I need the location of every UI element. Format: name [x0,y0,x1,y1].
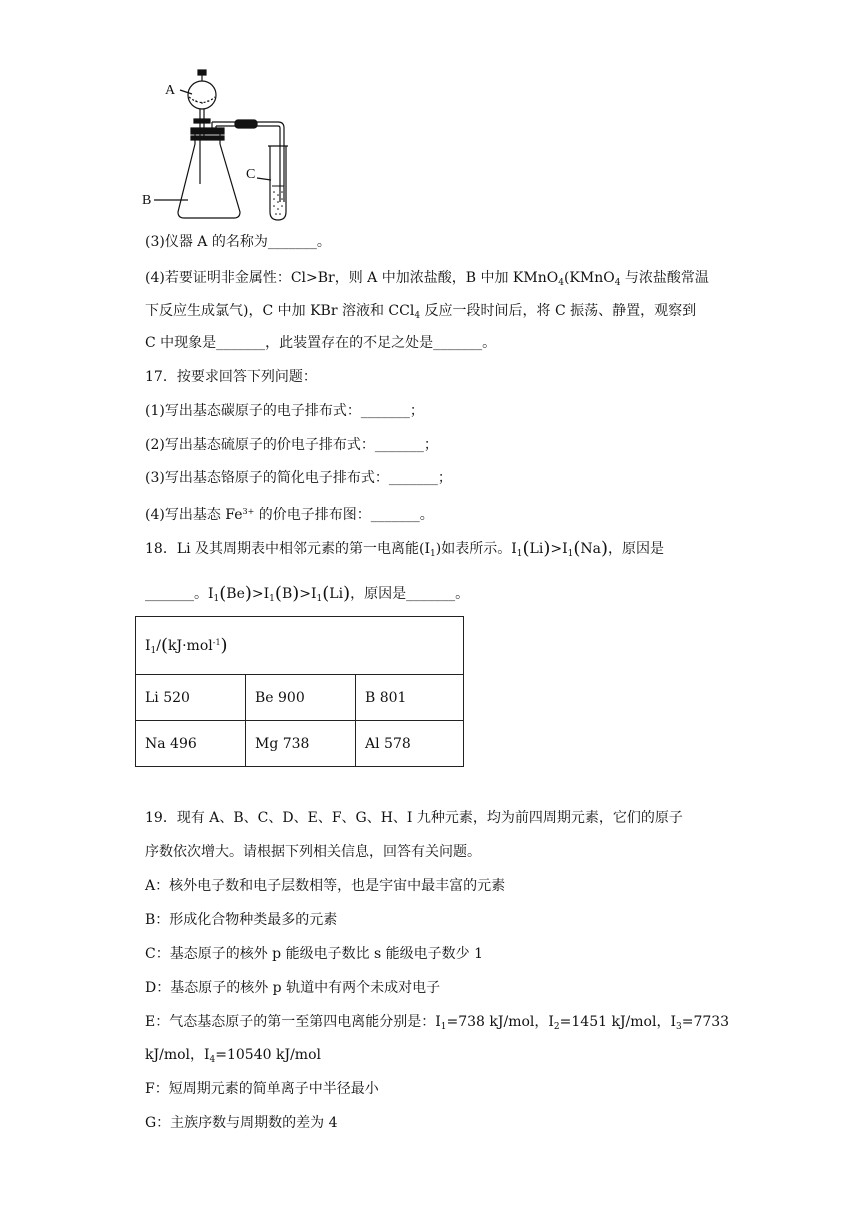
ionization-energy-table [135,616,464,767]
q19-item-d: D：基态原子的核外 p 轨道中有两个未成对电子 [145,980,441,996]
table-cell: Na 496 [136,721,246,767]
q16-part4-line1: (4)若要证明非金属性：Cl>Br，则 A 中加浓盐酸，B 中加 KMnO$_4$(KMnO$_4$ 与浓盐酸常温 [145,270,709,288]
figure-label-c: C [246,167,256,182]
q19-item-b: B：形成化合物种类最多的元素 [145,912,338,928]
q17-title: 17．按要求回答下列问题： [145,369,317,385]
table-header-row [136,617,464,675]
table-row [136,675,464,721]
q19-item-g: G：主族序数与周期数的差为 4 [145,1115,338,1131]
q19-item-e-line2: kJ/mol，$I_4=10540$ kJ/mol [145,1047,321,1065]
q17-part3: (3)写出基态铬原子的简化电子排布式：_______； [145,470,452,486]
q17-part1: (1)写出基态碳原子的电子排布式：_______； [145,403,424,419]
q16-part4-line2: 下反应生成氯气)，C 中加 KBr 溶液和 CCl$_4$ 反应一段时间后，将 C 振荡、静置，观察到 [145,303,697,321]
q19-item-e-line1: E：气态基态原子的第一至第四电离能分别是：$I_1=738$ kJ/mol，$I_2=1451$ kJ/mol，$I_3=7733$ [145,1014,730,1032]
q16-part3: (3)仪器 A 的名称为_______。 [145,234,331,250]
table-cell: Li 520 [136,675,246,721]
q18-line2: _______。$I_1(Be)>I_1(B)>I_1(Li)$，原因是_______。 [145,583,470,604]
q19-item-f: F：短周期元素的简单离子中半径最小 [145,1081,379,1097]
figure-label-a: A [165,83,176,98]
table-cell: Al 578 [356,721,464,767]
table-row [136,721,464,767]
table-header-cell: $I_1/(kJ\cdot mol^{-1})$ [136,617,464,675]
q19-item-c: C：基态原子的核外 p 能级电子数比 s 能级电子数少 1 [145,946,484,962]
q17-part4: (4)写出基态 $Fe^{3+}$ 的价电子排布图：_______。 [145,507,434,523]
table-cell: Be 900 [246,675,356,721]
apparatus-figure [140,64,310,224]
q18-line1: 18．Li 及其周期表中相邻元素的第一电离能$(I_1)$如表所示。$I_1(Li)>I_1(Na)$，原因是 [145,538,665,559]
table-cell: Mg 738 [246,721,356,767]
q19-line1: 19．现有 A、B、C、D、E、F、G、H、I 九种元素，均为前四周期元素，它们的原子 [145,810,683,826]
q17-part2: (2)写出基态硫原子的价电子排布式：_______； [145,437,438,453]
q16-part4-line3: C 中现象是_______，此装置存在的不足之处是_______。 [145,335,497,351]
table-cell: B 801 [356,675,464,721]
q19-item-a: A：核外电子数和电子层数相等，也是宇宙中最丰富的元素 [145,878,506,894]
figure-label-b: B [142,193,152,208]
q19-line2: 序数依次增大。请根据下列相关信息，回答有关问题。 [145,844,481,860]
